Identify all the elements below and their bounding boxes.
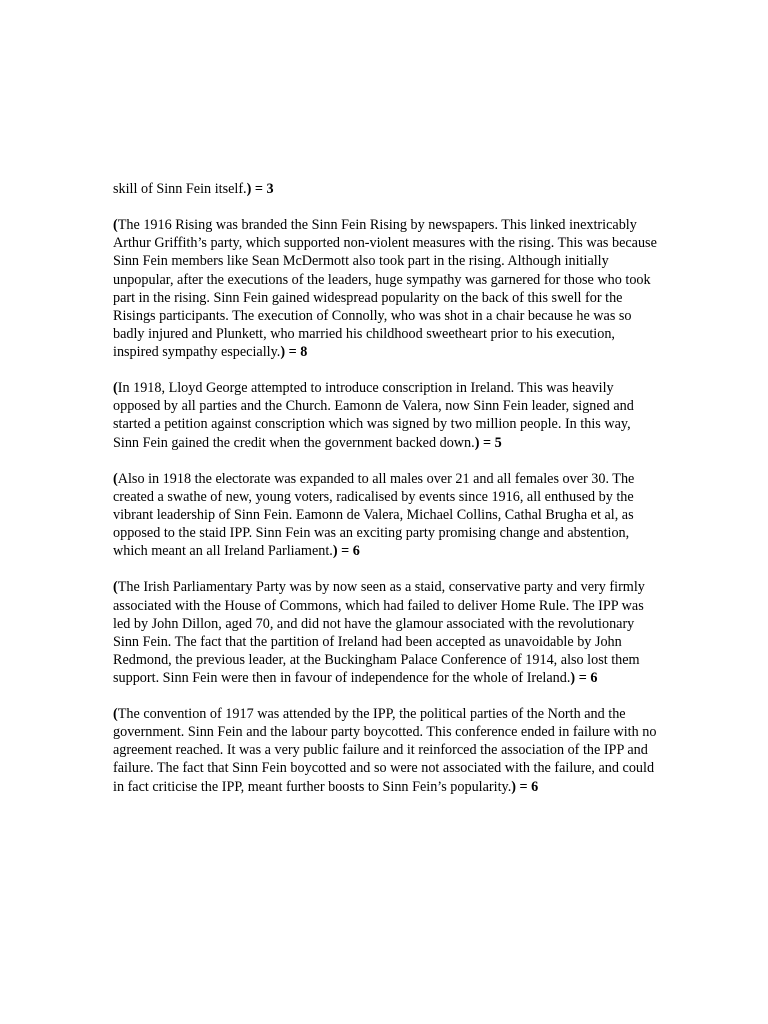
- paragraph-open-paren: (: [113, 380, 118, 397]
- paragraph-text: In 1918, Lloyd George attempted to introduce conscription in Ireland. This was heavily opposed by all parties and the Church. Eamonn de Valera, now Sinn Fein leader, signed and started a petition against conscription which was signed by two million people. In this way, Sinn Fein gained the credit when the government backed down.: [113, 380, 634, 451]
- paragraph-text: skill of Sinn Fein itself.: [113, 181, 247, 197]
- paragraph-3: [113, 379, 658, 451]
- paragraph-text: Also in 1918 the electorate was expanded to all males over 21 and all females over 30. The created a swathe of new, young voters, radicalised by events since 1916, all enthused by the vibrant leadership of Sinn Fein. Eamonn de Valera, Michael Collins, Cathal Brugha et al, as opposed to the staid IPP. Sinn Fein was an exciting party promising change and abstention, which meant an all Ireland Parliament.: [113, 470, 635, 560]
- paragraph-text: The 1916 Rising was branded the Sinn Fein Rising by newspapers. This linked inextricably Arthur Griffith’s party, which supported non-violent measures with the rising. This was because Sinn Fein members like Sean McDermott also took part in the rising. Although initially unpopular, after the executions of the leaders, huge sympathy was garnered for those who took part in the rising. Sinn Fein gained widespread popularity on the back of this swell for the Risings participants. The execution of Connolly, who was shot in a chair because he was so badly injured and Plunkett, who married his childhood sweetheart prior to his execution, inspired sympathy especially.: [113, 217, 657, 360]
- paragraph-5: [113, 578, 658, 687]
- paragraph-score: ) = 8: [280, 343, 308, 360]
- paragraph-open-paren: (: [113, 470, 118, 487]
- paragraph-1: [113, 180, 658, 198]
- paragraph-score: ) = 5: [474, 434, 502, 451]
- paragraph-6: [113, 705, 658, 795]
- paragraph-2: [113, 216, 658, 361]
- paragraph-open-paren: (: [113, 706, 118, 723]
- paragraph-text: The convention of 1917 was attended by the IPP, the political parties of the North and the government. Sinn Fein and the labour party boycotted. This conference ended in failure with no agreement reached. It was a very public failure and it reinforced the association of the IPP and failure. The fact that Sinn Fein boycotted and so were not associated with the failure, and could in fact criticise the IPP, meant further boosts to Sinn Fein’s popularity.: [113, 706, 657, 795]
- paragraph-4: [113, 470, 658, 560]
- paragraph-score: ) = 6: [511, 778, 539, 795]
- paragraph-score: ) = 6: [332, 543, 360, 560]
- document-page: [113, 180, 658, 814]
- paragraph-score: ) = 6: [570, 669, 598, 686]
- paragraph-open-paren: (: [113, 579, 118, 596]
- paragraph-open-paren: (: [113, 217, 118, 234]
- paragraph-text: The Irish Parliamentary Party was by now seen as a staid, conservative party and very firmly associated with the House of Commons, which had failed to deliver Home Rule. The IPP was led by John Dillon, aged 70, and did not have the glamour associated with the revolutionary Sinn Fein. The fact that the partition of Ireland had been accepted as unavoidable by John Redmond, the previous leader, at the Buckingham Palace Conference of 1914, also lost them support. Sinn Fein were then in favour of independence for the whole of Ireland.: [113, 579, 645, 686]
- paragraph-score: ) = 3: [246, 181, 274, 197]
